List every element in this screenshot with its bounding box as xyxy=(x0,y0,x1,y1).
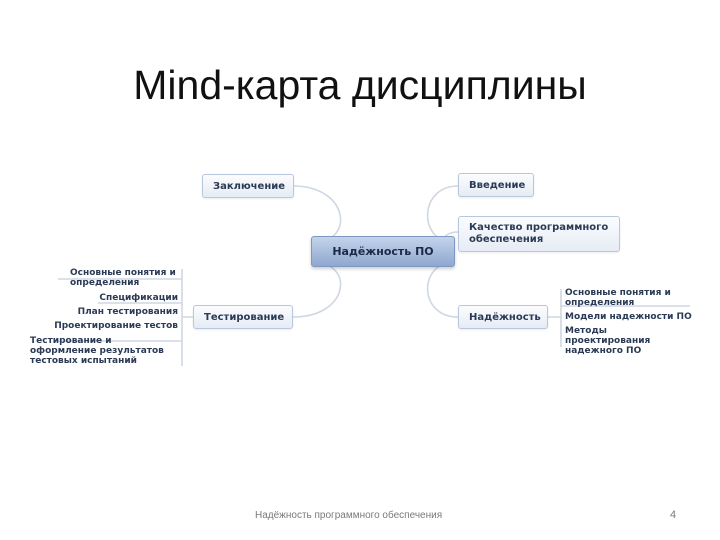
reliability-item: Модели надежности ПО xyxy=(565,312,692,322)
testing-item: Основные понятия и определения xyxy=(70,268,176,288)
topic-conclusion xyxy=(202,174,294,198)
slide-footer: Надёжность программного обеспечения xyxy=(255,510,443,521)
topic-testing xyxy=(193,305,293,329)
topic-quality-label: Качество программного обеспечения xyxy=(469,222,609,245)
topic-conclusion-label: Заключение xyxy=(213,180,286,192)
reliability-item: Методы проектирования надежного ПО xyxy=(565,326,651,356)
topic-testing-label: Тестирование xyxy=(204,311,285,323)
page-number: 4 xyxy=(670,509,677,521)
testing-item: Тестирование и оформление результатов тестовых испытаний xyxy=(30,336,164,366)
topic-reliability xyxy=(458,305,548,329)
testing-item: Проектирование тестов xyxy=(54,321,178,331)
central-node-label: Надёжность ПО xyxy=(332,245,434,258)
link-testing xyxy=(293,262,341,317)
topic-reliability-label: Надёжность xyxy=(469,311,541,323)
link-intro xyxy=(428,186,458,243)
testing-item: План тестирования xyxy=(77,307,178,317)
link-reliability xyxy=(428,262,458,317)
link-conclusion xyxy=(293,186,341,243)
topic-quality xyxy=(458,216,620,252)
topic-intro-label: Введение xyxy=(469,179,526,191)
central-node xyxy=(311,236,455,267)
reliability-item: Основные понятия и определения xyxy=(565,288,671,308)
topic-intro xyxy=(458,173,534,197)
slide-title: Mind-карта дисциплины xyxy=(133,62,587,108)
testing-item: Спецификации xyxy=(99,293,178,303)
